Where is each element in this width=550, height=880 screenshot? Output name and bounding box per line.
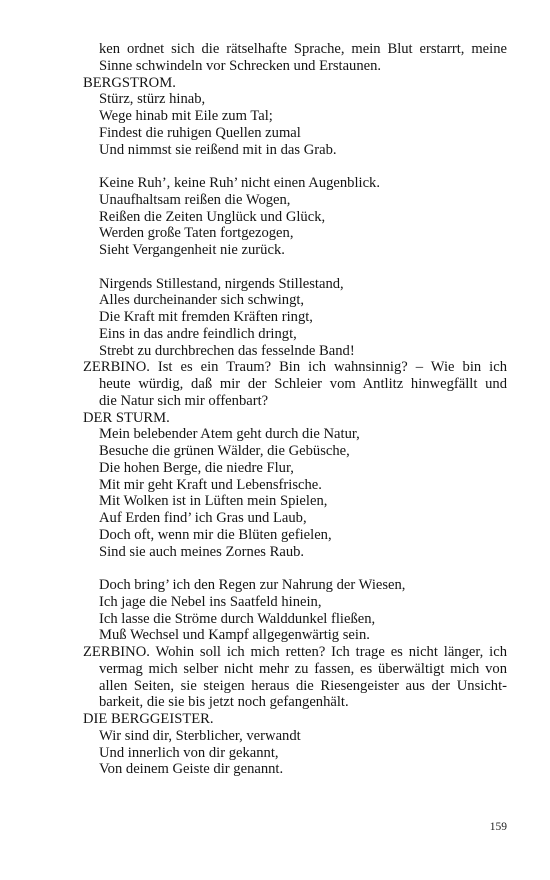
speech-line: die Natur sich mir offenbart? <box>99 392 269 409</box>
verse-line: Reißen die Zeiten Unglück und Glück, <box>99 208 326 225</box>
speech-line: ZERBINO. Wohin soll ich mich retten? Ich trage es nicht länger, ich <box>83 644 507 660</box>
verse-line: Keine Ruh’, keine Ruh’ nicht einen Augenblick. <box>99 175 380 191</box>
page-body <box>83 41 507 778</box>
verse-line: Von deinem Geiste dir genannt. <box>99 761 284 778</box>
verse-line: Muß Wechsel und Kampf allgegenwärtig sein. <box>99 627 370 644</box>
speech-line: allen Seiten, sie steigen heraus die Riesengeister aus der Unsicht- <box>99 677 507 694</box>
page-number: 159 <box>489 821 507 833</box>
stanza-gap <box>83 158 507 175</box>
verse-line: Nirgends Stillestand, nirgends Stillestand, <box>99 275 344 292</box>
verse-line: Und innerlich von dir gekannt, <box>99 744 279 761</box>
verse-line: Auf Erden find’ ich Gras und Laub, <box>99 510 307 526</box>
verse-line: Alles durcheinander sich schwingt, <box>99 292 305 309</box>
verse-line: Findest die ruhigen Quellen zumal <box>99 124 301 141</box>
verse-line: Die hohen Berge, die niedre Flur, <box>99 459 294 476</box>
speaker-heading: DIE BERGGEISTER. <box>83 711 214 727</box>
verse-line: Stürz, stürz hinab, <box>99 91 206 108</box>
verse-line: Strebt zu durchbrechen das fesselnde Band! <box>99 342 355 359</box>
prose-line: ken ordnet sich die rätselhafte Sprache, mein Blut erstarrt, meine <box>99 41 507 57</box>
speech-line: ZERBINO. Ist es ein Traum? Bin ich wahnsinnig? – Wie bin ich <box>83 359 507 376</box>
verse-line: Doch oft, wenn mir die Blüten gefielen, <box>99 526 332 543</box>
verse-line: Wege hinab mit Eile zum Tal; <box>99 108 273 124</box>
verse-line: Eins in das andre feindlich dringt, <box>99 325 297 342</box>
speaker-heading: DER STURM. <box>83 409 170 426</box>
verse-line: Besuche die grünen Wälder, die Gebüsche, <box>99 443 350 459</box>
verse-line: Unaufhaltsam reißen die Wogen, <box>99 191 291 208</box>
verse-line: Werden große Taten fortgezogen, <box>99 225 294 242</box>
prose-line: Sinne schwindeln vor Schrecken und Erstaunen. <box>99 57 382 74</box>
verse-line: Mit mir geht Kraft und Lebensfrische. <box>99 476 322 493</box>
stanza-gap <box>83 560 507 577</box>
verse-line: Doch bring’ ich den Regen zur Nahrung der Wiesen, <box>99 577 406 593</box>
speaker-heading: BERGSTROM. <box>83 74 176 91</box>
verse-line: Und nimmst sie reißend mit in das Grab. <box>99 141 337 158</box>
verse-line: Ich lasse die Ströme durch Walddunkel fließen, <box>99 610 376 627</box>
verse-line: Mein belebender Atem geht durch die Natur, <box>99 426 360 443</box>
verse-line: Sieht Vergangenheit nie zurück. <box>99 242 285 258</box>
verse-line: Wir sind dir, Sterblicher, verwandt <box>99 727 301 744</box>
verse-line: Sind sie auch meines Zornes Raub. <box>99 543 305 560</box>
speech-line: vermag mich selber nicht mehr zu fassen, es überwältigt mich von <box>99 660 507 677</box>
speech-line: barkeit, die sie bis jetzt noch gefangenhält. <box>99 694 349 711</box>
speech-line: heute würdig, daß mir der Schleier vom Antlitz hinwegfällt und <box>99 376 507 392</box>
verse-line: Ich jage die Nebel ins Saatfeld hinein, <box>99 593 322 610</box>
verse-line: Mit Wolken ist in Lüften mein Spielen, <box>99 493 328 510</box>
stanza-gap <box>83 259 507 276</box>
verse-line: Die Kraft mit fremden Kräften ringt, <box>99 309 313 325</box>
